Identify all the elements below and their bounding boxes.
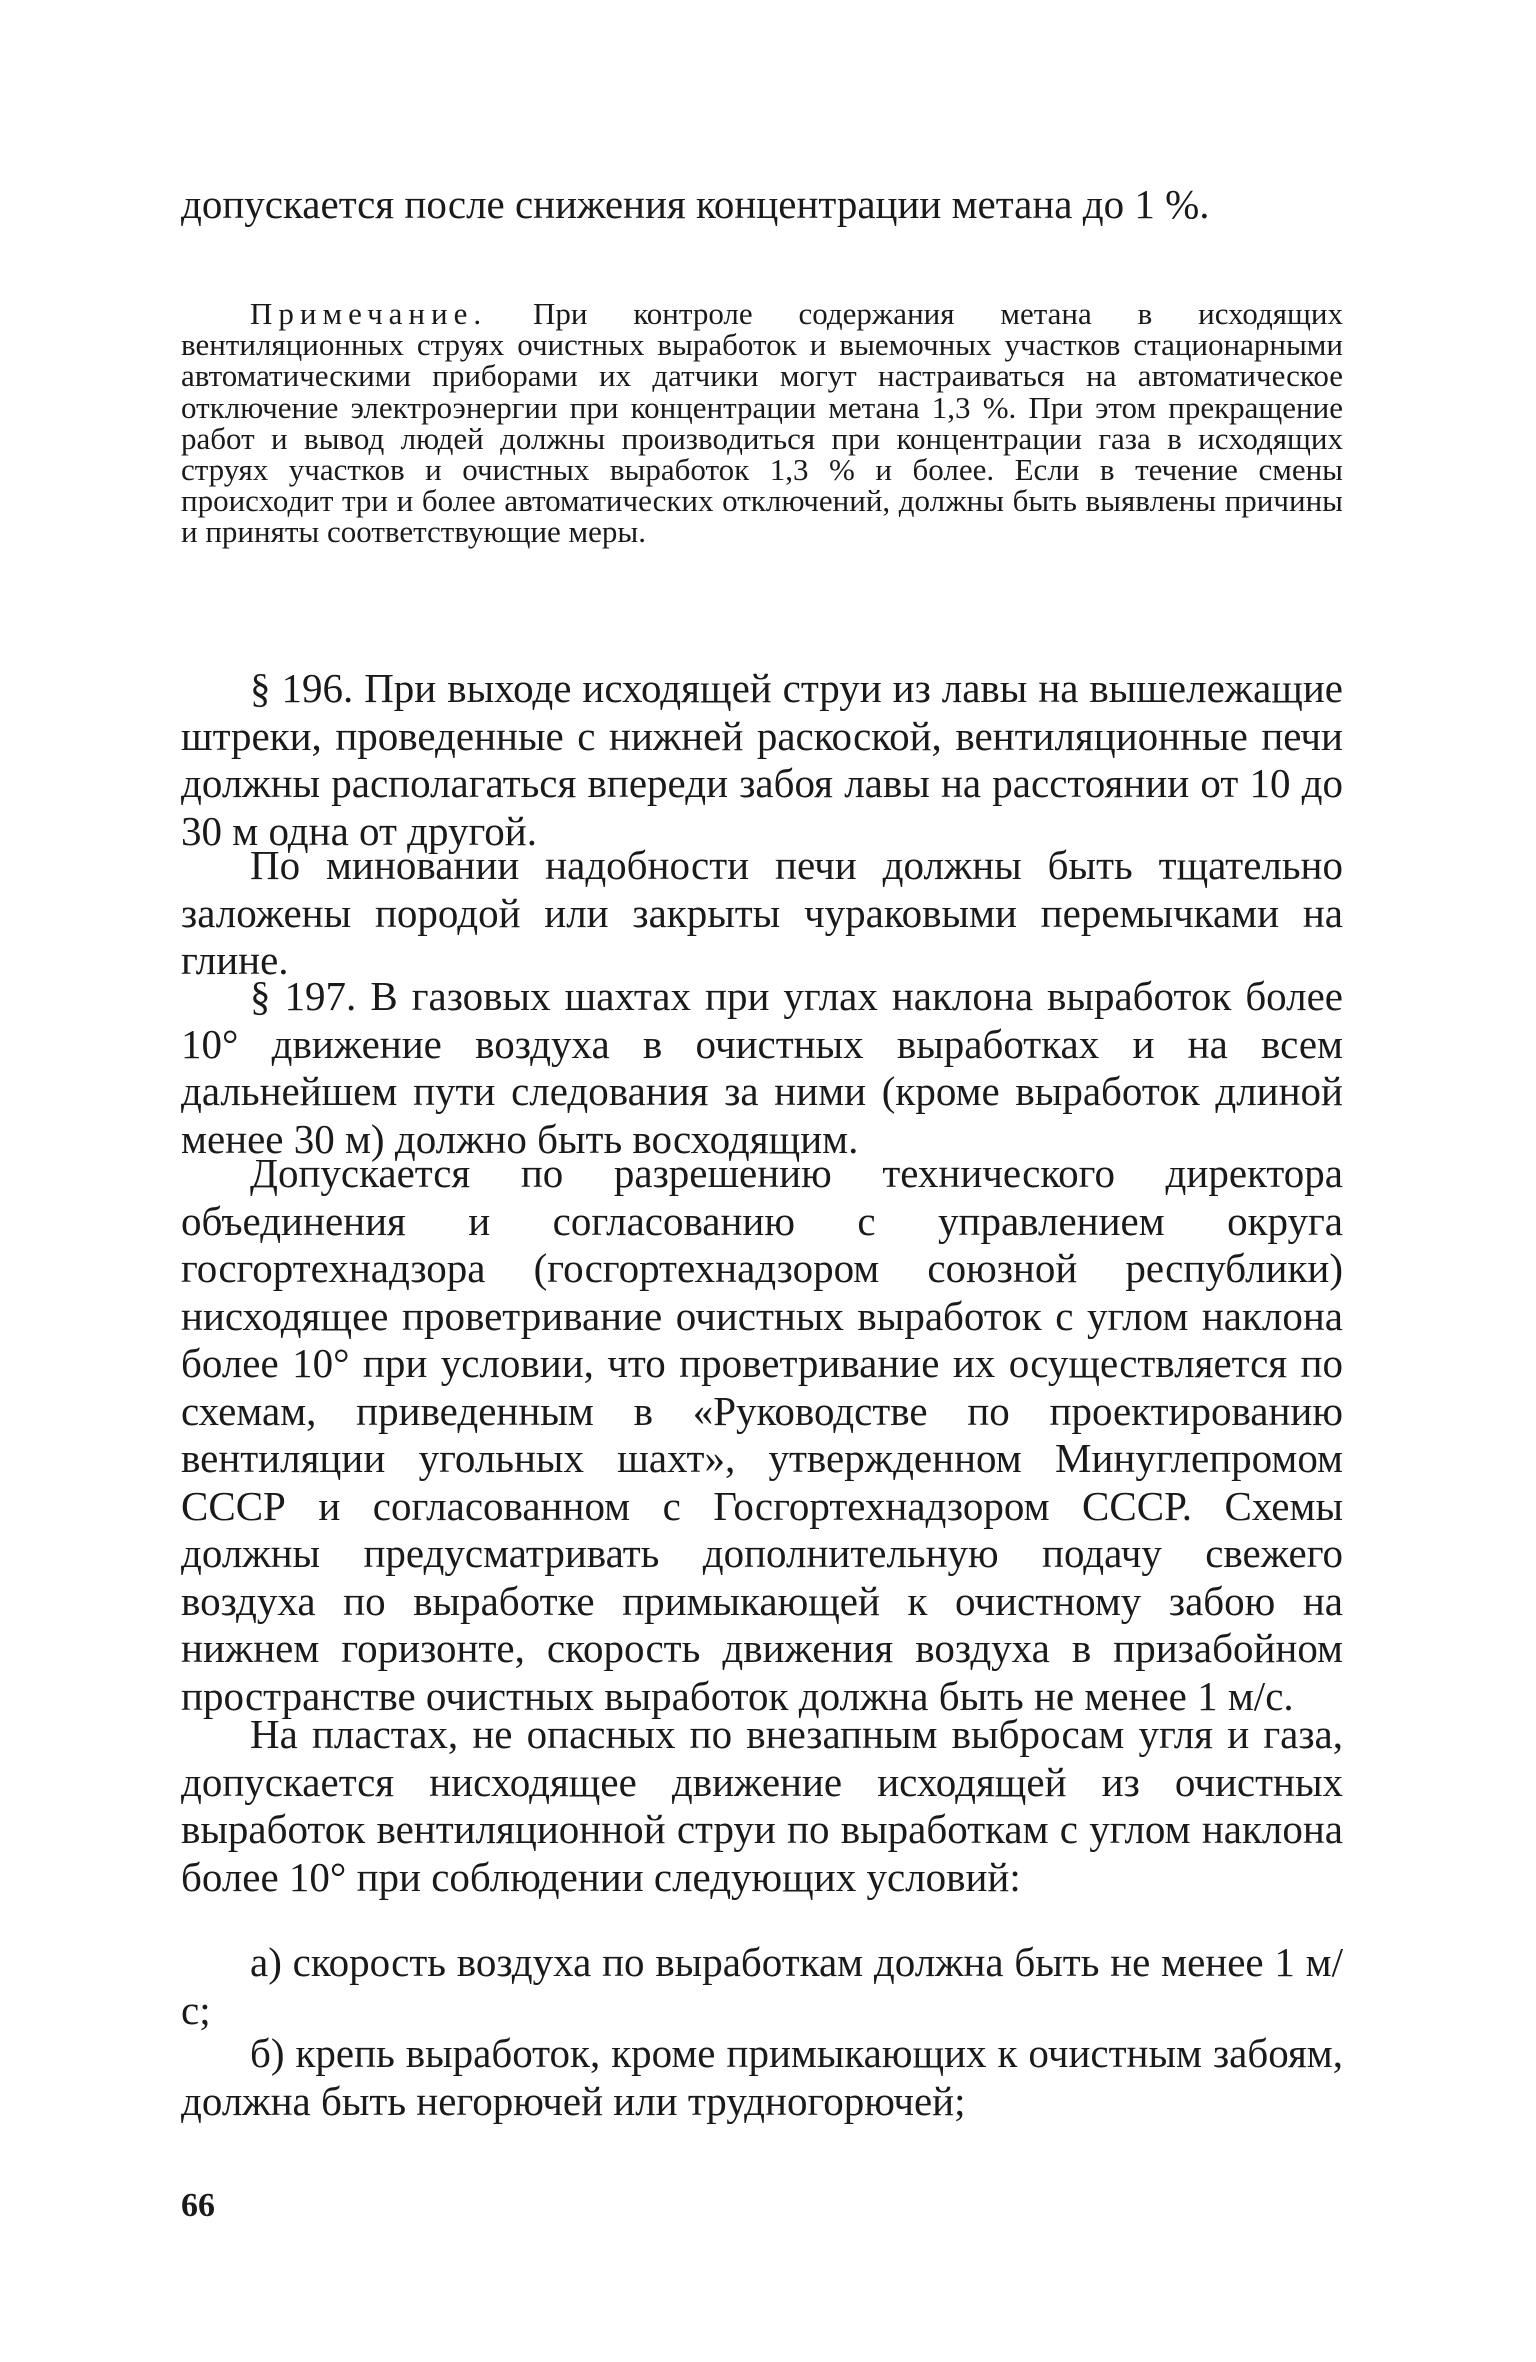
note-text: При контроле содержания метана в исходящих вентиляционных струях очистных выработок и выемочных участков стационарными автоматическими приборами их датчики могут настраиваться на автоматическое отключение электроэнергии при концентрации метана 1,3 %. При этом прекращение работ и вывод людей должны производиться при концентрации газа в исходящих струях участков и очистных выработок 1,3 % и более. Если в течение смены происходит три и более автоматических отключений, должны быть выявлены причины и приняты соответствующие меры. [181,296,1343,550]
note-paragraph [181,298,1343,548]
section-197-permission-paragraph: Допускается по разрешению технического директора объединения и согласованию с управлением округа госгортехнадзора (госгортехнадзором союзной республики) нисходящее проветривание очистных выработок с углом наклона более 10° при условии, что проветривание их осуществляется по схемам, приведенным в «Руководстве по проектированию вентиляции угольных шахт», утвержденном Минуглепромом СССР и согласованном с Госгортехнадзором СССР. Схемы должны предусматривать дополнительную подачу свежего воздуха по выработке примыкающей к очистному забою на нижнем горизонте, скорость движения воздуха в призабойном пространстве очистных выработок должна быть не менее 1 м/с. [181,1150,1343,1719]
page-number: 66 [181,2187,215,2224]
section-196-continuation-paragraph: По миновании надобности печи должны быть тщательно заложены породой или закрыты чураковыми перемычками на глине. [181,842,1343,983]
continuation-paragraph: допускается после снижения концентрации метана до 1 %. [181,181,1210,227]
condition-item-a: а) скорость воздуха по выработкам должна быть не менее 1 м/с; [181,1939,1343,2033]
condition-item-b: б) крепь выработок, кроме примыкающих к очистным забоям, должна быть негорючей или трудногорючей; [181,2030,1343,2124]
section-197-conditions-paragraph: На пластах, не опасных по внезапным выбросам угля и газа, допускается нисходящее движение исходящей из очистных выработок вентиляционной струи по выработкам с углом наклона более 10° при соблюдении следующих условий: [181,1711,1343,1900]
section-197-paragraph: § 197. В газовых шахтах при углах наклона выработок более 10° движение воздуха в очистных выработках и на всем дальнейшем пути следования за ними (кроме выработок длиной менее 30 м) должно быть восходящим. [181,973,1343,1162]
section-196-paragraph: § 196. При выходе исходящей струи из лавы на вышележащие штреки, проведенные с нижней раскоской, вентиляционные печи должны располагаться впереди забоя лавы на расстоянии от 10 до 30 м одна от другой. [181,665,1343,854]
note-label: Примечание. [250,296,488,331]
